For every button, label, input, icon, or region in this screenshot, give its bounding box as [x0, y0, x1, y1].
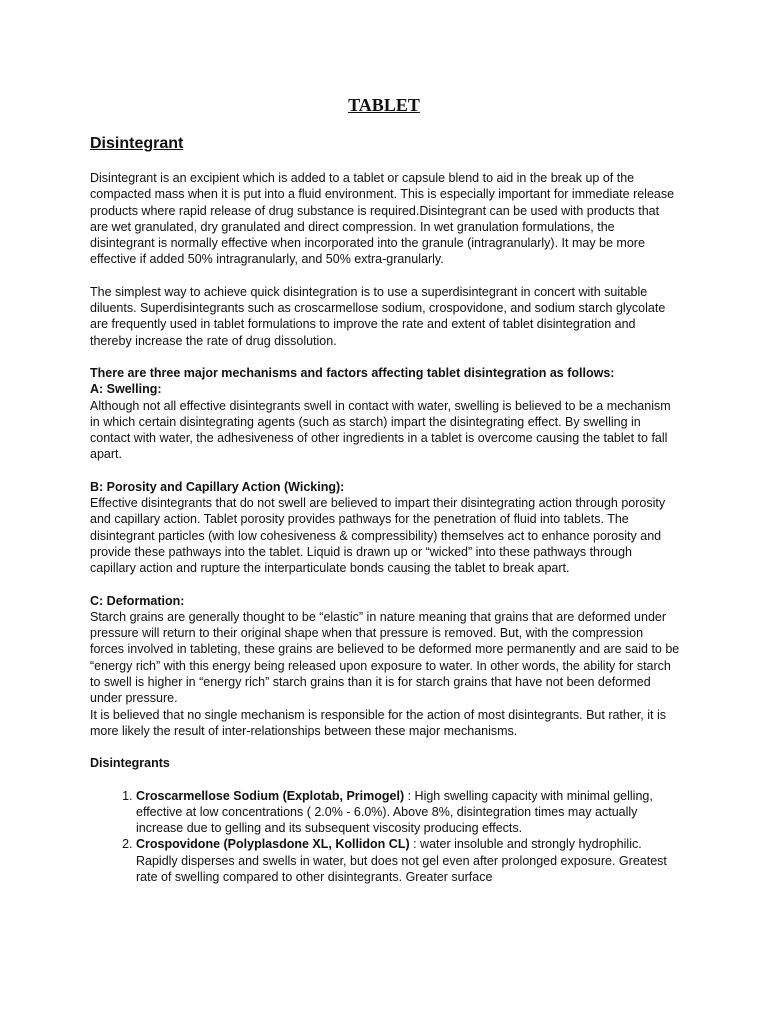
mechanism-conclusion: It is believed that no single mechanism is responsible for the action of most disintegrants. But rather, it is more likely the result of inter-relationships between these major mechanisms. [90, 707, 666, 738]
disintegrants-list [90, 788, 680, 886]
intro-paragraph-1: Disintegrant is an excipient which is added to a tablet or capsule blend to aid in the break up of the compacted mass when it is put into a fluid environment. This is especially important for immediate release products where rapid release of drug substance is required.Disintegrant can be used with products that are wet granulated, dry granulated and direct compression. In wet granulation formulations, the disintegrant is normally effective when incorporated into the granule (intragranularly). It may be more effective if added 50% intragranularly, and 50% extra-granularly. [90, 171, 675, 267]
list-item [136, 836, 680, 885]
list-item-name: Croscarmellose Sodium (Explotab, Primogel) [136, 788, 405, 803]
mechanism-c-label: C: Deformation: [90, 593, 185, 608]
disintegrants-list-heading: Disintegrants [90, 756, 170, 771]
document-body [90, 134, 680, 885]
section-heading: Disintegrant [90, 135, 184, 152]
document-title: TABLET [348, 95, 420, 115]
mechanism-a-label: A: Swelling: [90, 382, 162, 397]
mechanism-c-text: Starch grains are generally thought to be “elastic” in nature meaning that grains that are deformed under pressure will return to their original shape when that pressure is removed. But, with the compression forces involved in tableting, these grains are believed to be deformed more permanently and are said to be “energy rich” with this energy being released upon exposure to water. In other words, the ability for starch to swell is higher in “energy rich” starch grains than it is for starch grains that have not been deformed under pressure. [90, 609, 680, 706]
mechanism-b-text: Effective disintegrants that do not swell are believed to impart their disintegrating action through porosity and capillary action. Tablet porosity provides pathways for the penetration of fluid into tablets. The disintegrant particles (with low cohesiveness & compressibility) themselves act to enhance porosity and provide these pathways into the tablet. Liquid is drawn up or “wicked” into these pathways through capillary action and rupture the interparticulate bonds causing the tablet to break apart. [90, 496, 666, 576]
list-item-desc: : water insoluble and strongly hydrophilic. Rapidly disperses and swells in water, but does not gel even after prolonged exposure. Greatest rate of swelling compared to other disintegrants. Greater surface [136, 837, 667, 884]
list-item-desc: : High swelling capacity with minimal gelling, effective at low concentrations ( 2.0% - 6.0%). Above 8%, disintegration times may actually increase due to gelling and its subsequent viscosity producing effects. [136, 788, 653, 836]
mechanism-a-text: Although not all effective disintegrants swell in contact with water, swelling is believed to be a mechanism in which certain disintegrating agents (such as starch) impart the disintegrating effect. By swelling in contact with water, the adhesiveness of other ingredients in a tablet is overcome causing the tablet to fall apart. [90, 398, 671, 462]
list-item [136, 788, 680, 837]
list-item-name: Crospovidone (Polyplasdone XL, Kollidon CL) [136, 837, 410, 852]
mechanisms-heading: There are three major mechanisms and factors affecting tablet disintegration as follows: [90, 365, 615, 380]
mechanism-b-label: B: Porosity and Capillary Action (Wicking): [90, 479, 345, 494]
intro-paragraph-2: The simplest way to achieve quick disintegration is to use a superdisintegrant in concert with suitable diluents. Superdisintegrants such as croscarmellose sodium, crospovidone, and sodium starch glycolate are frequently used in tablet formulations to improve the rate and extent of tablet disintegration and thereby increase the rate of drug dissolution. [90, 284, 666, 348]
